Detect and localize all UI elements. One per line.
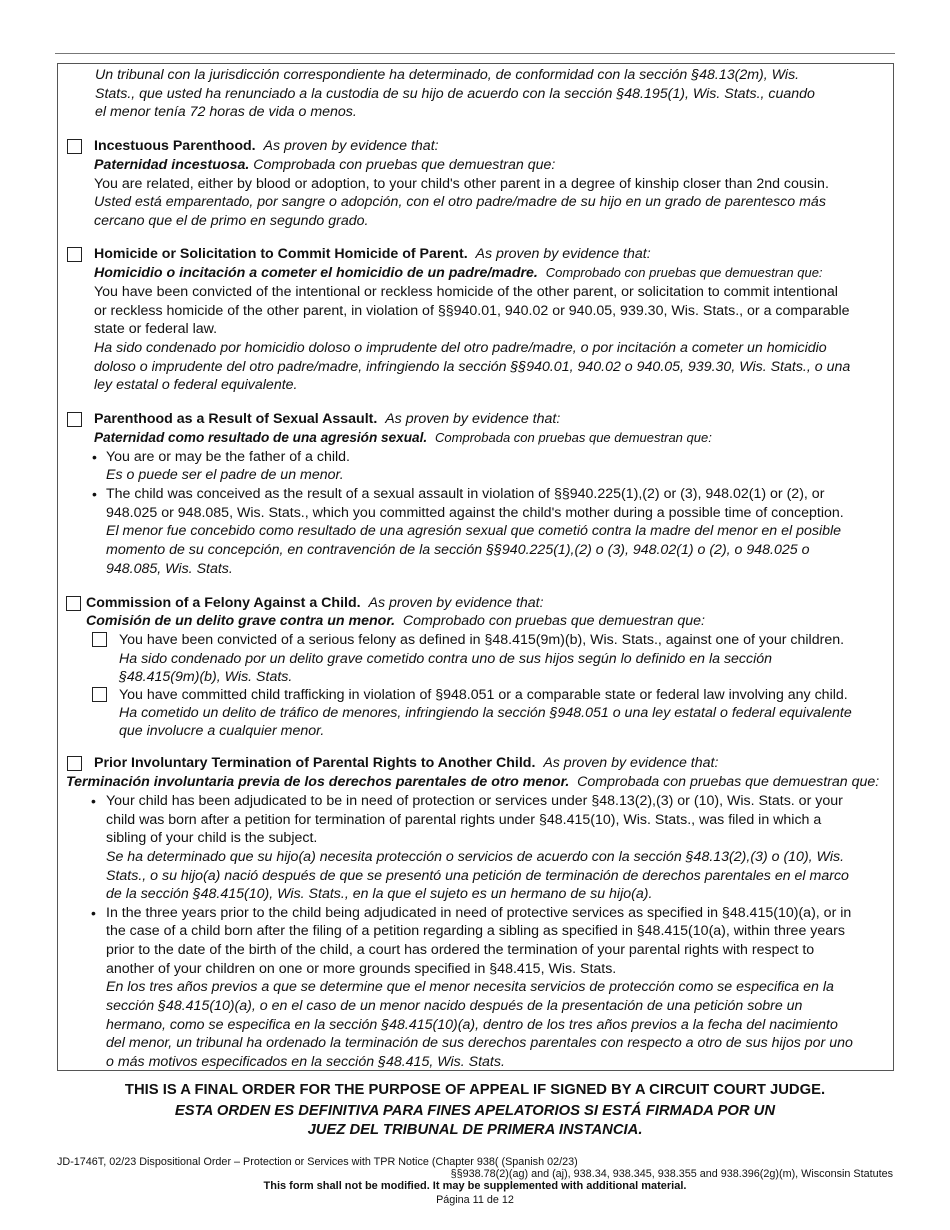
felony-option-2-checkbox[interactable] bbox=[92, 687, 107, 702]
incestuous-parenthood-checkbox[interactable] bbox=[67, 139, 82, 154]
homicide-en-line-2: or reckless homicide of the other parent, in violation of §§940.01, 940.02 or 940.05, 939.30, Wis. Stats., or a comparable bbox=[94, 303, 850, 319]
form-id: JD-1746T, 02/23 Dispositional Order – Protection or Services with TPR Notice (Chapter 938( (Spanish 02/23) bbox=[57, 1156, 578, 1168]
final-order-es-2: JUEZ DEL TRIBUNAL DE PRIMERA INSTANCIA. bbox=[307, 1122, 643, 1138]
prior-b2-en-4: another of your children on one or more grounds specified in §48.415, Wis. Stats. bbox=[106, 961, 617, 977]
prior-b1-es-2: Stats., o su hijo(a) nació después de que se presentó una petición de terminación de derechos parentales en el marco bbox=[106, 868, 849, 884]
felony-option-1-checkbox[interactable] bbox=[92, 632, 107, 647]
intro-line-2: Stats., que usted ha renunciado a la custodia de su hijo de acuerdo con la sección §48.195(1), Wis. Stats., cuando bbox=[95, 86, 815, 102]
felony-opt1-es-2: §48.415(9m)(b), Wis. Stats. bbox=[119, 669, 293, 685]
felony-proven: As proven by evidence that: bbox=[368, 595, 544, 611]
sexual-assault-b1-en: You are or may be the father of a child. bbox=[106, 449, 350, 465]
sexual-assault-b2-es-2: momento de su concepción, en contravención de la sección §§940.225(1),(2) o (3), 948.02(1) o (2), o 948.025 o bbox=[106, 542, 810, 558]
homicide-checkbox[interactable] bbox=[67, 247, 82, 262]
prior-b2-en-1: In the three years prior to the child being adjudicated in need of protective services as specified in §48.415(10)(a), or in bbox=[106, 905, 852, 921]
prior-b2-es-3: hermano, como se especifica en la sección §48.415(10)(a), dentro de los tres años previos a la fecha del nacimiento bbox=[106, 1017, 838, 1033]
sexual-assault-checkbox[interactable] bbox=[67, 412, 82, 427]
page-number: Página 11 de 12 bbox=[436, 1194, 514, 1206]
homicide-title-es: Homicidio o incitación a cometer el homicidio de un padre/madre. bbox=[94, 265, 538, 281]
final-order-en: THIS IS A FINAL ORDER FOR THE PURPOSE OF APPEAL IF SIGNED BY A CIRCUIT COURT JUDGE. bbox=[124, 1082, 826, 1098]
homicide-es-line-3: ley estatal o federal equivalente. bbox=[94, 377, 298, 393]
incestuous-en-line-1: You are related, either by blood or adoption, to your child's other parent in a degree of kinship closer than 2nd cousin. bbox=[94, 176, 829, 192]
final-order-es-1: ESTA ORDEN ES DEFINITIVA PARA FINES APELATORIOS SI ESTÁ FIRMADA POR UN bbox=[174, 1103, 776, 1119]
prior-b1-es-3: de la sección §48.415(10), Wis. Stats., en la que el sujeto es un hermano de su hijo(a). bbox=[106, 886, 653, 902]
homicide-title: Homicide or Solicitation to Commit Homicide of Parent. bbox=[94, 246, 468, 262]
prior-b1-en-3: sibling of your child is the subject. bbox=[106, 830, 318, 846]
prior-termination-title-es: Terminación involuntaria previa de los derechos parentales de otro menor. bbox=[66, 774, 570, 790]
prior-b2-en-3: prior to the date of the birth of the child, a court has ordered the termination of your parental rights with respect to bbox=[106, 942, 815, 958]
incestuous-es-line-1: Usted está emparentado, por sangre o adopción, con el otro padre/madre de su hijo en un grado de parentesco más bbox=[94, 194, 826, 210]
sexual-assault-proven: As proven by evidence that: bbox=[385, 411, 561, 427]
bullet-icon: • bbox=[92, 449, 97, 465]
bullet-icon: • bbox=[91, 793, 96, 809]
sexual-assault-b2-en-1: The child was conceived as the result of a sexual assault in violation of §§940.225(1),(2) or (3), 948.02(1) or (2), or bbox=[106, 486, 825, 502]
prior-b2-es-5: o más motivos especificados en la sección §48.415, Wis. Stats. bbox=[106, 1054, 505, 1070]
sexual-assault-heading bbox=[94, 410, 560, 429]
sexual-assault-b1-es: Es o puede ser el padre de un menor. bbox=[106, 467, 344, 483]
prior-termination-proven-es: Comprobada con pruebas que demuestran que: bbox=[577, 774, 880, 790]
sexual-assault-heading-es bbox=[94, 429, 712, 448]
sexual-assault-b2-en-2: 948.025 or 948.085, Wis. Stats., which you committed against the child's mother during a possible time of conception. bbox=[106, 505, 844, 521]
sexual-assault-b2-es-1: El menor fue concebido como resultado de una agresión sexual que cometió contra la madre del menor en el posible bbox=[106, 523, 842, 539]
homicide-heading-es bbox=[94, 264, 823, 283]
intro-line-1: Un tribunal con la jurisdicción correspondiente ha determinado, de conformidad con la sección §48.13(2m), Wis. bbox=[95, 67, 800, 83]
felony-opt2-en: You have committed child trafficking in violation of §948.051 or a comparable state or federal law involving any child. bbox=[119, 687, 848, 703]
prior-termination-heading bbox=[94, 754, 718, 773]
felony-heading bbox=[86, 594, 544, 613]
top-rule bbox=[55, 53, 895, 54]
homicide-en-line-3: state or federal law. bbox=[94, 321, 218, 337]
felony-opt2-es-1: Ha cometido un delito de tráfico de menores, infringiendo la sección §948.051 o una ley estatal o federal equivalente bbox=[119, 705, 852, 721]
homicide-proven-es: Comprobado con pruebas que demuestran que: bbox=[545, 265, 823, 280]
incestuous-proven-es: Comprobada con pruebas que demuestran que: bbox=[253, 157, 556, 173]
felony-title-es: Comisión de un delito grave contra un menor. bbox=[86, 613, 396, 629]
prior-b2-es-2: sección §48.415(10)(a), o en el caso de un menor nacido después de la presentación de una petición sobre un bbox=[106, 998, 803, 1014]
felony-checkbox[interactable] bbox=[66, 596, 81, 611]
felony-heading-es bbox=[86, 612, 705, 631]
prior-b2-en-2: the case of a child born after the filing of a petition regarding a sibling as specified in §48.415(10(a), within three years bbox=[106, 923, 845, 939]
prior-termination-proven: As proven by evidence that: bbox=[543, 755, 719, 771]
felony-opt1-es-1: Ha sido condenado por un delito grave cometido contra uno de sus hijos según lo definido en la sección bbox=[119, 651, 773, 667]
sexual-assault-title: Parenthood as a Result of Sexual Assault. bbox=[94, 411, 378, 427]
incestuous-title: Incestuous Parenthood. bbox=[94, 138, 256, 154]
felony-opt2-es-2: que involucre a cualquier menor. bbox=[119, 723, 325, 739]
prior-b2-es-4: del menor, un tribunal ha ordenado la terminación de sus derechos parentales con respecto a otro de sus hijos por uno bbox=[106, 1035, 853, 1051]
intro-line-3: el menor tenía 72 horas de vida o menos. bbox=[95, 104, 357, 120]
homicide-es-line-2: doloso o imprudente del otro padre/madre, infringiendo la sección §§940.01, 940.02 o 940.05, 939.30, Wis. Stats., o una bbox=[94, 359, 851, 375]
prior-b1-es-1: Se ha determinado que su hijo(a) necesita protección o servicios de acuerdo con la sección §48.13(2),(3) o (10), Wis. bbox=[106, 849, 845, 865]
prior-termination-heading-es bbox=[66, 773, 879, 792]
incestuous-es-line-2: cercano que el de primo en segundo grado. bbox=[94, 213, 369, 229]
prior-termination-title: Prior Involuntary Termination of Parental Rights to Another Child. bbox=[94, 755, 536, 771]
sexual-assault-title-es: Paternidad como resultado de una agresión sexual. bbox=[94, 430, 428, 445]
footer-notice: This form shall not be modified. It may be supplemented with additional material. bbox=[263, 1180, 687, 1192]
felony-proven-es: Comprobado con pruebas que demuestran que: bbox=[402, 613, 705, 629]
sexual-assault-proven-es: Comprobada con pruebas que demuestran que: bbox=[435, 430, 712, 445]
incestuous-title-es: Paternidad incestuosa. bbox=[94, 157, 250, 173]
homicide-en-line-1: You have been convicted of the intentional or reckless homicide of the other parent, or solicitation to commit intentional bbox=[94, 284, 838, 300]
sexual-assault-b2-es-3: 948.085, Wis. Stats. bbox=[106, 561, 233, 577]
incestuous-proven: As proven by evidence that: bbox=[263, 138, 439, 154]
prior-termination-checkbox[interactable] bbox=[67, 756, 82, 771]
felony-title: Commission of a Felony Against a Child. bbox=[86, 595, 361, 611]
bullet-icon: • bbox=[91, 905, 96, 921]
statutes: §§938.78(2)(ag) and (aj), 938.34, 938.345, 938.355 and 938.396(2g)(m), Wisconsin Statutes bbox=[450, 1168, 893, 1180]
incestuous-heading bbox=[94, 137, 439, 156]
bullet-icon: • bbox=[92, 486, 97, 502]
prior-b1-en-1: Your child has been adjudicated to be in need of protection or services under §48.13(2),(3) or (10), Wis. Stats. or your bbox=[106, 793, 843, 809]
homicide-es-line-1: Ha sido condenado por homicidio doloso o imprudente del otro padre/madre, o por incitación a cometer un homicidio bbox=[94, 340, 827, 356]
prior-b2-es-1: En los tres años previos a que se determine que el menor necesita servicios de protección como se especifica en la bbox=[106, 979, 834, 995]
prior-b1-en-2: child was born after a petition for termination of parental rights under §48.415(10), Wis. Stats., was filed in which a bbox=[106, 812, 822, 828]
incestuous-heading-es bbox=[94, 156, 555, 175]
homicide-heading bbox=[94, 245, 651, 264]
homicide-proven: As proven by evidence that: bbox=[475, 246, 651, 262]
felony-opt1-en: You have been convicted of a serious felony as defined in §48.415(9m)(b), Wis. Stats., against one of your children. bbox=[119, 632, 845, 648]
